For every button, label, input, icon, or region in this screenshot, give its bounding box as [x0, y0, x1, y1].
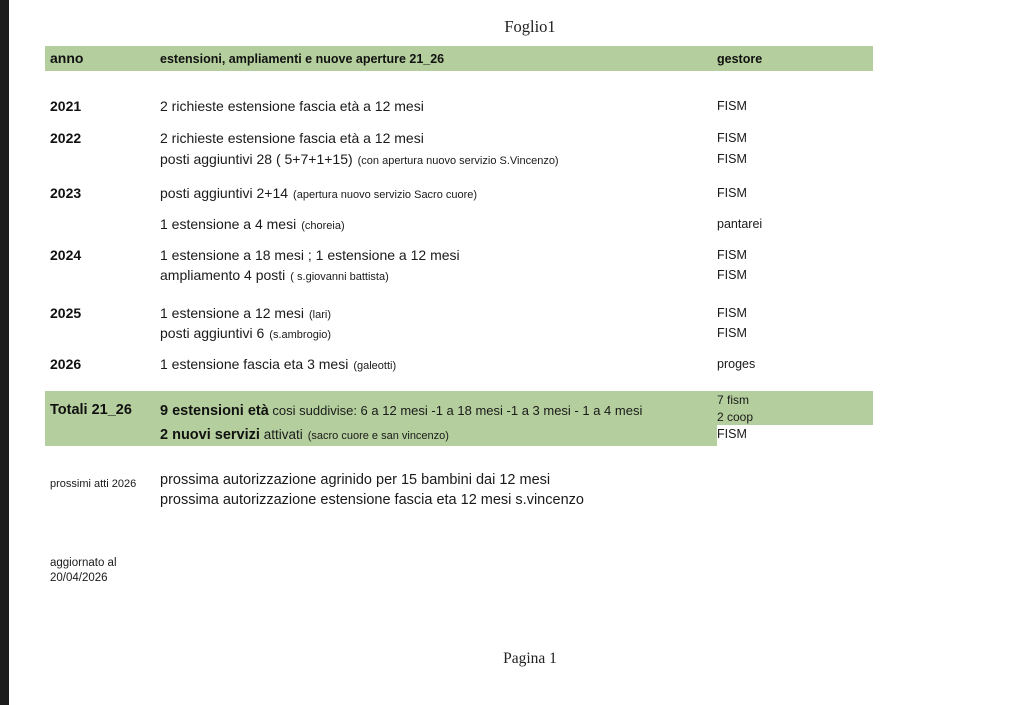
entry-gestore: FISM — [717, 306, 747, 320]
entry-gestore: proges — [717, 357, 756, 371]
entry-text: 2 richieste estensione fascia età a 12 mesi — [160, 98, 424, 114]
totals-line2-rest: attivati — [259, 427, 303, 442]
entry-text: posti aggiuntivi 6 — [160, 325, 265, 341]
entry-note: (choreia) — [301, 220, 345, 232]
totals-gestore-breakdown — [717, 392, 753, 425]
upcoming-line-2: prossima autorizzazione estensione fascia eta 12 mesi s.vincenzo — [160, 492, 584, 508]
totals-gestore-line1: 7 fism — [717, 393, 750, 407]
entry-description — [160, 216, 345, 232]
entry-description — [160, 130, 429, 146]
page-footer: Pagina 1 — [503, 650, 557, 667]
entry-description — [160, 151, 559, 167]
entry-description — [160, 247, 465, 263]
updated-line-1: aggiornato al — [50, 557, 117, 569]
sheet-title: Foglio1 — [504, 17, 556, 36]
year-label-2026: 2026 — [50, 356, 82, 372]
entry-gestore: pantarei — [717, 217, 763, 231]
totals-line1 — [160, 402, 642, 420]
entry-gestore: FISM — [717, 99, 747, 113]
entry-description — [160, 325, 331, 341]
entry-note: (lari) — [308, 309, 331, 321]
column-header-gestore: gestore — [717, 52, 763, 66]
totals-line1-rest: cosi suddivise: 6 a 12 mesi -1 a 18 mesi -1 a 3 mesi - 1 a 4 mesi — [268, 403, 643, 418]
year-label-2024: 2024 — [50, 247, 82, 263]
entry-gestore: FISM — [717, 326, 747, 340]
year-label-2021: 2021 — [50, 98, 82, 114]
year-label-2022: 2022 — [50, 130, 82, 146]
upcoming-lines — [160, 470, 584, 510]
upcoming-label: prossimi atti 2026 — [50, 478, 137, 490]
entry-text: 1 estensione a 12 mesi — [160, 305, 304, 321]
entry-gestore: FISM — [717, 268, 747, 282]
entry-description — [160, 267, 389, 283]
entry-text: 1 estensione a 4 mesi — [160, 216, 297, 232]
entry-gestore: FISM — [717, 186, 747, 200]
entry-text: 1 estensione a 18 mesi ; 1 estensione a 12 mesi — [160, 247, 460, 263]
totals-line2-note: (sacro cuore e san vincenzo) — [307, 430, 449, 442]
year-label-2025: 2025 — [50, 305, 82, 321]
totals-gestore-line2: 2 coop — [717, 409, 754, 424]
updated-line-2: 20/04/2026 — [50, 572, 108, 584]
entry-description — [160, 185, 477, 201]
entry-note: ( s.giovanni battista) — [290, 271, 389, 283]
entry-note: (apertura nuovo servizio Sacro cuore) — [293, 189, 478, 201]
totals-label: Totali 21_26 — [50, 402, 132, 418]
entry-text: 1 estensione fascia eta 3 mesi — [160, 356, 349, 372]
entry-description — [160, 356, 396, 372]
left-edge-bar — [0, 0, 9, 705]
entry-gestore: FISM — [717, 248, 747, 262]
totals-line2 — [160, 426, 449, 444]
entry-note: (con apertura nuovo servizio S.Vincenzo) — [357, 155, 559, 167]
year-label-2023: 2023 — [50, 185, 82, 201]
entry-text: posti aggiuntivi 28 ( 5+7+1+15) — [160, 151, 353, 167]
totals-line1-bold: 9 estensioni età — [160, 403, 269, 419]
updated-note — [50, 556, 117, 586]
entry-text: 2 richieste estensione fascia età a 12 mesi — [160, 130, 424, 146]
totals-line2-gestore: FISM — [717, 427, 747, 441]
entry-gestore: FISM — [717, 152, 747, 166]
totals-line2-bold: 2 nuovi servizi — [160, 427, 260, 443]
entry-text: posti aggiuntivi 2+14 — [160, 185, 289, 201]
entry-note: (galeotti) — [353, 360, 397, 372]
entry-text: ampliamento 4 posti — [160, 267, 286, 283]
entry-description — [160, 305, 331, 321]
column-header-anno: anno — [50, 50, 84, 66]
upcoming-line-1: prossima autorizzazione agrinido per 15 bambini dai 12 mesi — [160, 472, 551, 488]
entry-note: (s.ambrogio) — [269, 329, 332, 341]
entry-description — [160, 98, 429, 114]
column-header-descrizione: estensioni, ampliamenti e nuove aperture 21_26 — [160, 52, 445, 66]
entry-gestore: FISM — [717, 131, 747, 145]
